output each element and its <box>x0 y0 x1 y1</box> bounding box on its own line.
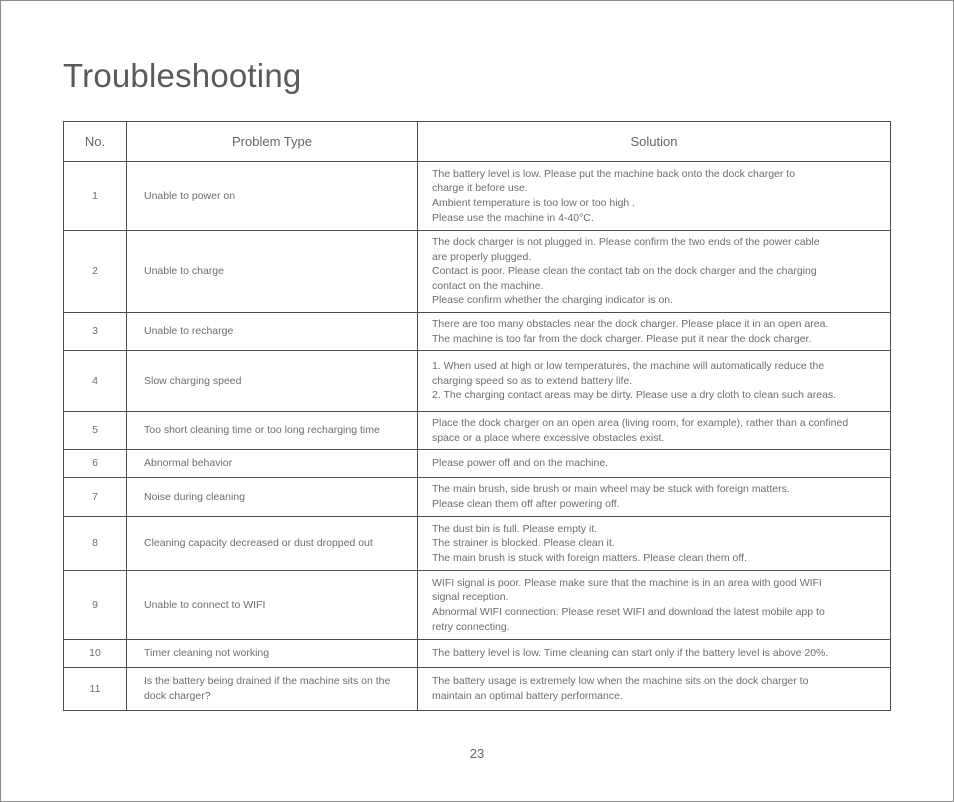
table-row <box>64 313 891 351</box>
row-number: 6 <box>64 450 127 478</box>
solution-line: contact on the machine. <box>432 279 544 292</box>
troubleshooting-table <box>63 121 891 711</box>
solution-line: The main brush, side brush or main wheel may be stuck with foreign matters. <box>432 483 790 496</box>
solution-line: Please use the machine in 4-40°C. <box>432 211 594 224</box>
solution-line: 2. The charging contact areas may be dirty. Please use a dry cloth to clean such areas. <box>432 389 837 402</box>
solution <box>418 668 891 711</box>
page-title: Troubleshooting <box>63 57 302 94</box>
table-row <box>64 450 891 478</box>
problem-type: Is the battery being drained if the machine sits on the dock charger? <box>127 668 418 711</box>
table-row <box>64 351 891 412</box>
solution <box>418 231 891 313</box>
solution-line: charging speed so as to extend battery life. <box>432 374 633 387</box>
solution-line: The machine is too far from the dock charger. Please put it near the dock charger. <box>432 332 812 345</box>
solution-line: signal reception. <box>432 591 509 604</box>
header-solution: Solution <box>418 122 891 162</box>
table-row <box>64 231 891 313</box>
solution-line: are properly plugged. <box>432 250 532 263</box>
problem-type: Unable to connect to WIFI <box>127 571 418 640</box>
solution <box>418 640 891 668</box>
solution-line: The strainer is blocked. Please clean it. <box>432 537 615 550</box>
solution <box>418 313 891 351</box>
solution-line: The dock charger is not plugged in. Please confirm the two ends of the power cable <box>432 236 820 249</box>
solution-line: WIFI signal is poor. Please make sure that the machine is in an area with good WIFI <box>432 576 822 589</box>
row-number: 9 <box>64 571 127 640</box>
row-number: 4 <box>64 351 127 412</box>
header-no: No. <box>64 122 127 162</box>
row-number: 11 <box>64 668 127 711</box>
solution <box>418 571 891 640</box>
solution-line: Contact is poor. Please clean the contact tab on the dock charger and the charging <box>432 265 817 278</box>
table-header-row <box>64 122 891 162</box>
row-number: 10 <box>64 640 127 668</box>
solution-line: The battery level is low. Time cleaning can start only if the battery level is above 20%. <box>432 647 829 660</box>
solution <box>418 412 891 450</box>
row-number: 8 <box>64 517 127 571</box>
solution-line: The main brush is stuck with foreign matters. Please clean them off. <box>432 551 747 564</box>
solution-line: space or a place where excessive obstacles exist. <box>432 431 665 444</box>
row-number: 1 <box>64 162 127 231</box>
table-row <box>64 571 891 640</box>
solution-line: Place the dock charger on an open area (living room, for example), rather than a confined <box>432 416 849 429</box>
row-number: 5 <box>64 412 127 450</box>
table-row <box>64 668 891 711</box>
table-row <box>64 517 891 571</box>
problem-type: Slow charging speed <box>127 351 418 412</box>
problem-type: Too short cleaning time or too long recharging time <box>127 412 418 450</box>
solution-line: Please clean them off after powering off. <box>432 498 620 510</box>
solution-line: Abnormal WIFI connection: Please reset WIFI and download the latest mobile app to <box>432 606 825 618</box>
solution-line: 1. When used at high or low temperatures, the machine will automatically reduce the <box>432 360 825 373</box>
solution-line: Please confirm whether the charging indicator is on. <box>432 294 674 307</box>
solution-line: The dust bin is full. Please empty it. <box>432 522 598 535</box>
solution-line: Ambient temperature is too low or too high . <box>432 197 636 209</box>
solution <box>418 478 891 517</box>
solution-line: Please power off and on the machine. <box>432 457 609 470</box>
problem-type: Unable to recharge <box>127 313 418 351</box>
table-row <box>64 640 891 668</box>
solution-line: There are too many obstacles near the dock charger. Please place it in an open area. <box>432 317 829 330</box>
table-row <box>64 162 891 231</box>
solution-line: charge it before use. <box>432 182 528 195</box>
table-row <box>64 412 891 450</box>
solution-line: maintain an optimal battery performance. <box>432 690 623 702</box>
table-body <box>64 162 891 711</box>
problem-type: Timer cleaning not working <box>127 640 418 668</box>
problem-type: Unable to charge <box>127 231 418 313</box>
solution <box>418 351 891 412</box>
row-number: 7 <box>64 478 127 517</box>
row-number: 3 <box>64 313 127 351</box>
page-number: 23 <box>469 746 485 761</box>
problem-type: Abnormal behavior <box>127 450 418 478</box>
solution-line: retry connecting. <box>432 620 510 633</box>
problem-type: Unable to power on <box>127 162 418 231</box>
row-number: 2 <box>64 231 127 313</box>
table-row <box>64 478 891 517</box>
solution-line: The battery level is low. Please put the machine back onto the dock charger to <box>432 167 796 180</box>
solution-line: The battery usage is extremely low when the machine sits on the dock charger to <box>432 675 809 688</box>
solution <box>418 450 891 478</box>
problem-type: Noise during cleaning <box>127 478 418 517</box>
problem-type: Cleaning capacity decreased or dust dropped out <box>127 517 418 571</box>
solution <box>418 517 891 571</box>
solution <box>418 162 891 231</box>
header-problem-type: Problem Type <box>127 122 418 162</box>
